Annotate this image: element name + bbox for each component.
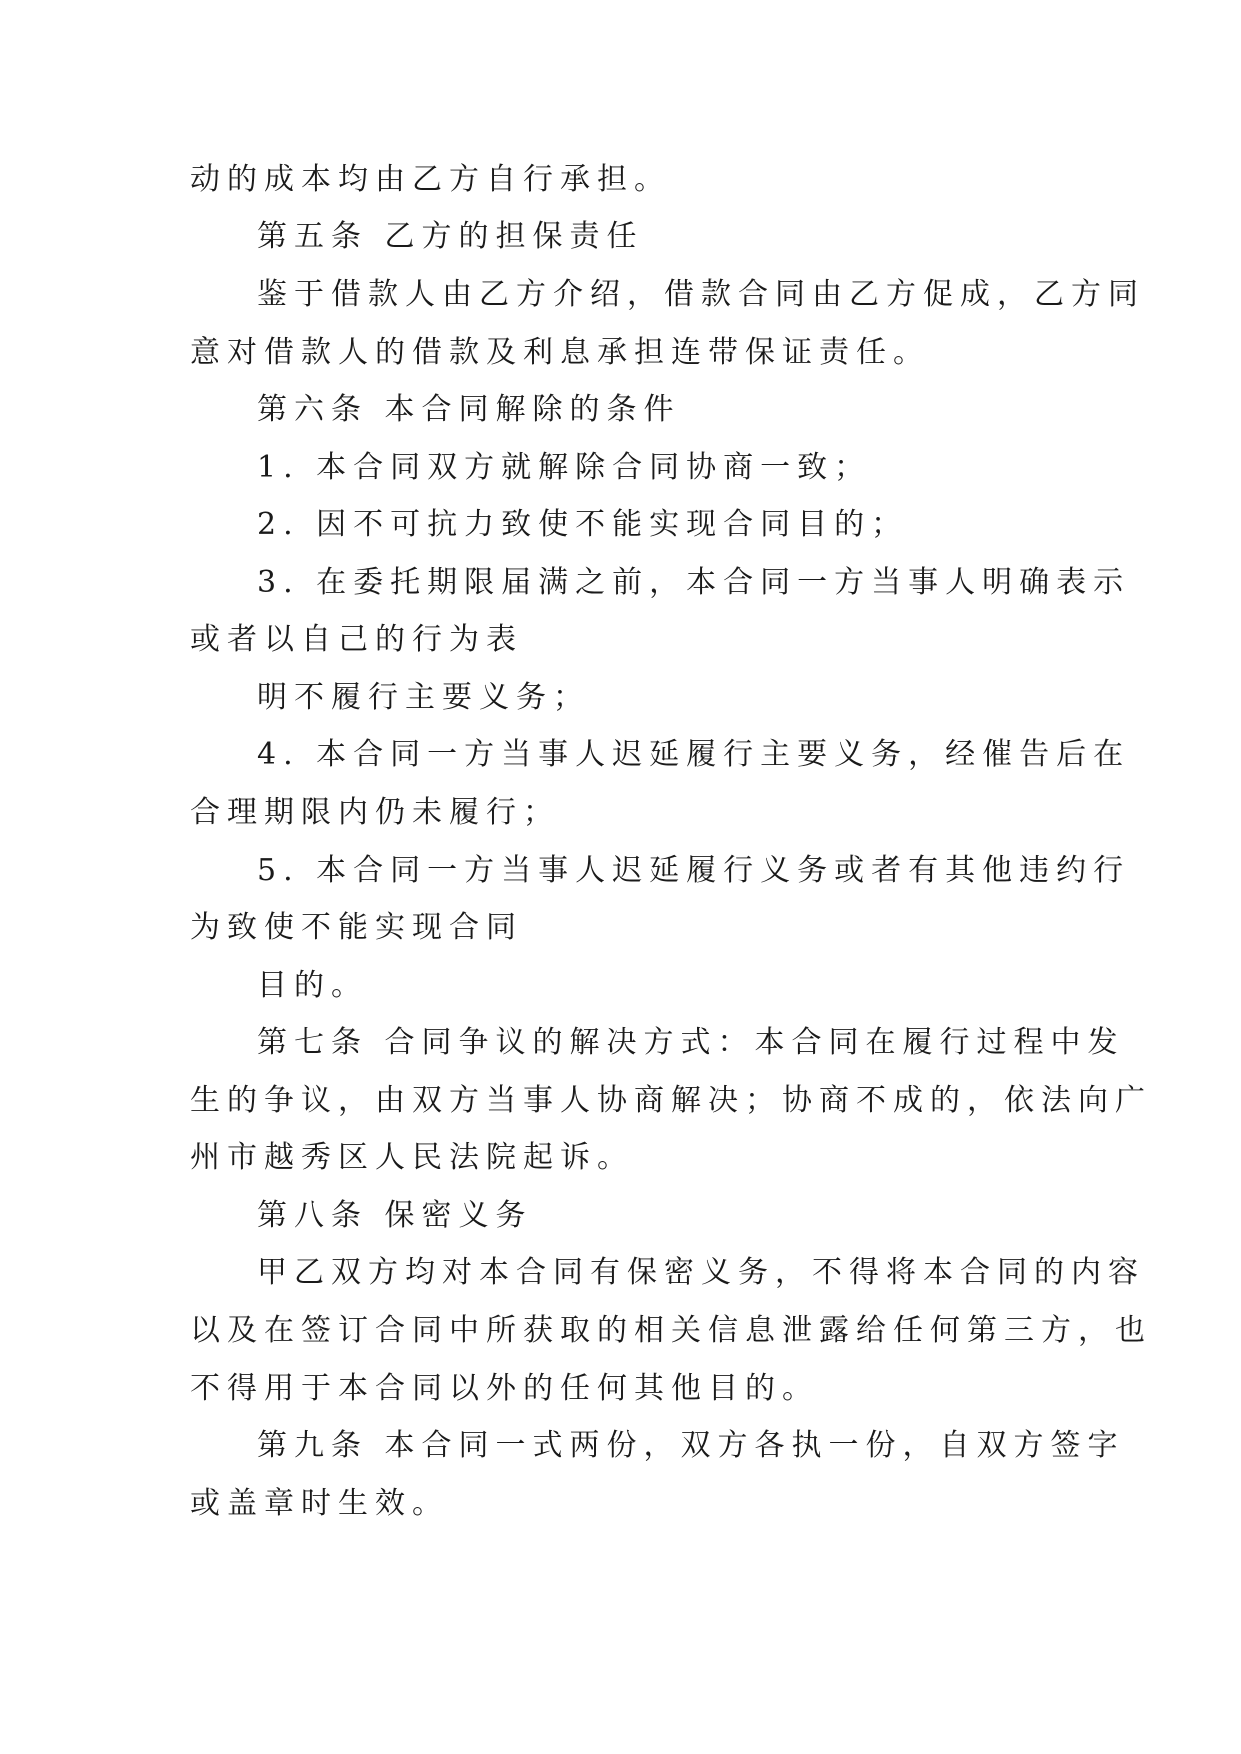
clause-item-4: 4. 本合同一方当事人迟延履行主要义务，经催告后在 bbox=[257, 737, 1131, 772]
body-text-line: 不得用于本合同以外的任何其他目的。 bbox=[190, 1371, 819, 1406]
article-5-heading: 第五条 乙方的担保责任 bbox=[257, 219, 644, 254]
body-text-line: 明不履行主要义务； bbox=[257, 680, 590, 715]
body-text-line: 为致使不能实现合同 bbox=[190, 910, 523, 945]
body-text-line: 动的成本均由乙方自行承担。 bbox=[190, 162, 671, 197]
body-text-line: 目的。 bbox=[257, 968, 368, 1003]
body-text-line: 生的争议，由双方当事人协商解决；协商不成的，依法向广 bbox=[190, 1083, 1152, 1118]
body-text-line: 鉴于借款人由乙方介绍，借款合同由乙方促成，乙方同 bbox=[257, 277, 1145, 312]
clause-item-3: 3. 在委托期限届满之前，本合同一方当事人明确表示 bbox=[257, 565, 1131, 600]
body-text-line: 以及在签订合同中所获取的相关信息泄露给任何第三方，也 bbox=[190, 1313, 1152, 1348]
body-text-line: 意对借款人的借款及利息承担连带保证责任。 bbox=[190, 335, 930, 370]
clause-item-2: 2. 因不可抗力致使不能实现合同目的； bbox=[257, 507, 909, 542]
article-6-heading: 第六条 本合同解除的条件 bbox=[257, 392, 681, 427]
body-text-line: 或盖章时生效。 bbox=[190, 1486, 449, 1521]
body-text-line: 或者以自己的行为表 bbox=[190, 622, 523, 657]
article-8-heading: 第八条 保密义务 bbox=[257, 1198, 533, 1233]
clause-item-5: 5. 本合同一方当事人迟延履行义务或者有其他违约行 bbox=[257, 853, 1131, 888]
body-text-line: 合理期限内仍未履行； bbox=[190, 795, 560, 830]
article-7-paragraph: 第七条 合同争议的解决方式：本合同在履行过程中发 bbox=[257, 1025, 1125, 1060]
clause-item-1: 1. 本合同双方就解除合同协商一致； bbox=[257, 450, 872, 485]
article-9-paragraph: 第九条 本合同一式两份，双方各执一份，自双方签字 bbox=[257, 1428, 1125, 1463]
body-text-line: 甲乙双方均对本合同有保密义务，不得将本合同的内容 bbox=[257, 1255, 1145, 1290]
body-text-line: 州市越秀区人民法院起诉。 bbox=[190, 1140, 634, 1175]
